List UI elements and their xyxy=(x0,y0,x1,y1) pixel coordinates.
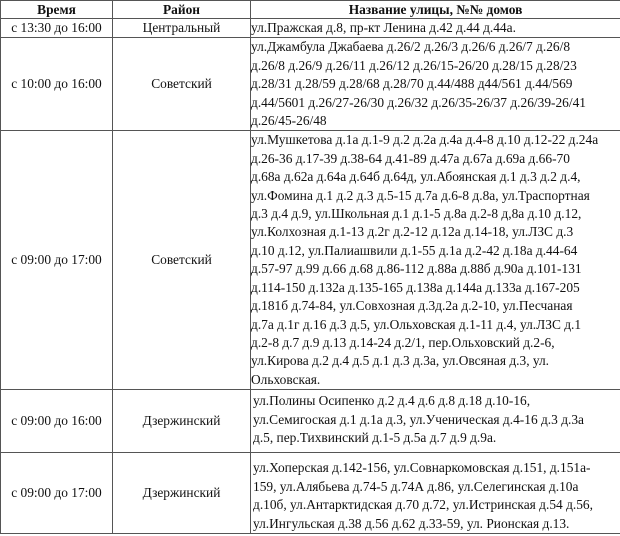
streets-cell xyxy=(251,453,620,534)
table-row xyxy=(1,453,620,534)
address-line: Ольховская. xyxy=(251,371,321,387)
table-row xyxy=(1,38,620,131)
address-line: д.10б, ул.Антарктидская д.70 д.72, ул.Истринская д.54 д.56, xyxy=(253,497,593,513)
header-district: Район xyxy=(113,1,251,19)
table-row xyxy=(1,19,620,38)
address-line: д.181б д.74-84, ул.Совхозная д.3д.2а д.2-10, ул.Песчаная xyxy=(251,298,573,314)
address-line: ул.Полины Осипенко д.2 д.4 д.6 д.8 д.18 д.10-16, xyxy=(253,393,531,409)
address-line: ул.Колхозная д.1-13 д.2г д.2-12 д.12а д.14-18, ул.ЛЗС д.3 xyxy=(251,224,574,240)
address-line: ул.Хоперская д.142-156, ул.Совнаркомовская д.151, д.151а- xyxy=(253,460,591,476)
streets-cell xyxy=(251,390,620,453)
address-line: д.2-8 д.7 д.9 д.13 д.14-24 д.2/1, пер.Ольховский д.2-6, xyxy=(251,334,555,350)
address-line: д.57-97 д.99 д.66 д.68 д.86-112 д.88а д.88б д.90а д.101-131 xyxy=(251,261,582,277)
header-row xyxy=(1,1,620,19)
address-line: д.26/8 д.26/9 д.26/11 д.26/12 д.26/15-26/20 д.28/15 д.28/23 xyxy=(251,57,577,73)
district-cell: Советский xyxy=(113,38,251,131)
district-cell: Дзержинский xyxy=(113,390,251,453)
time-cell: с 13:30 до 16:00 xyxy=(1,19,113,38)
address-line: д.7а д.1г д.16 д.3 д.5, ул.Ольховская д.1-11 д.4, ул.ЛЗС д.1 xyxy=(251,316,582,332)
address-line: д.10 д.12, ул.Палиашвили д.1-55 д.1а д.2-42 д.18а д.44-64 xyxy=(251,242,578,258)
address-line: д.28/31 д.28/59 д.28/68 д.28/70 д.44/488 д44/561 д.44/569 xyxy=(251,76,573,92)
address-line: ул.Семигоская д.1 д.1а д.3, ул.Ученическая д.4-16 д.3 д.3а xyxy=(253,411,584,427)
address-line: д.68а д.62а д.64а д.64б д.64д, ул.Абоянская д.1 д.3 д.2 д.4, xyxy=(251,169,581,185)
address-line: д.3 д.4 д.9, ул.Школьная д.1 д.1-5 д.8а д.2-8 д,8а д.10 д.12, xyxy=(251,206,582,222)
time-cell: с 09:00 до 17:00 xyxy=(1,131,113,390)
address-line: д.5, пер.Тихвинский д.1-5 д.5а д.7 д.9 д.9а. xyxy=(253,429,497,445)
address-line: ул.Пражская д.8, пр-кт Ленина д.42 д.44 д.44а. xyxy=(251,20,516,35)
time-cell: с 10:00 до 16:00 xyxy=(1,38,113,131)
address-line: ул.Мушкетова д.1а д.1-9 д.2 д.2а д.4а д.4-8 д.10 д.12-22 д.24а xyxy=(251,132,599,148)
time-cell: с 09:00 до 16:00 xyxy=(1,390,113,453)
header-time: Время xyxy=(1,1,113,19)
district-cell: Советский xyxy=(113,131,251,390)
table-row xyxy=(1,131,620,390)
address-line: ул.Фомина д.1 д.2 д.3 д.5-15 д.7а д.6-8 д.8а, ул.Траспортная xyxy=(251,187,590,203)
address-line: ул.Ингульская д.38 д.56 д.62 д.33-59, ул. Рионская д.13. xyxy=(253,515,570,531)
district-cell: Центральный xyxy=(113,19,251,38)
header-streets: Название улицы, №№ домов xyxy=(251,1,620,19)
time-cell: с 09:00 до 17:00 xyxy=(1,453,113,534)
address-line: 159, ул.Алябьева д.74-5 д.74А д.86, ул.Селегинская д.10а xyxy=(253,478,579,494)
address-line: д.114-150 д.132а д.135-165 д.138а д.144а д.133а д.167-205 xyxy=(251,279,580,295)
address-line: д.26-36 д.17-39 д.38-64 д.41-89 д.47а д.67а д.69а д.66-70 xyxy=(251,150,570,166)
table-row xyxy=(1,390,620,453)
streets-cell xyxy=(251,19,620,38)
district-cell: Дзержинский xyxy=(113,453,251,534)
address-line: ул.Джамбула Джабаева д.26/2 д.26/3 д.26/6 д.26/7 д.26/8 xyxy=(251,39,571,55)
address-line: д.44/5601 д.26/27-26/30 д.26/32 д.26/35-26/37 д.26/39-26/41 xyxy=(251,94,586,110)
streets-cell xyxy=(251,38,620,131)
address-line: д.26/45-26/48 xyxy=(251,113,327,129)
streets-cell xyxy=(251,131,620,390)
address-line: ул.Кирова д.2 д.4 д.5 д.1 д.3 д.3а, ул.Овсяная д.3, ул. xyxy=(251,353,550,369)
